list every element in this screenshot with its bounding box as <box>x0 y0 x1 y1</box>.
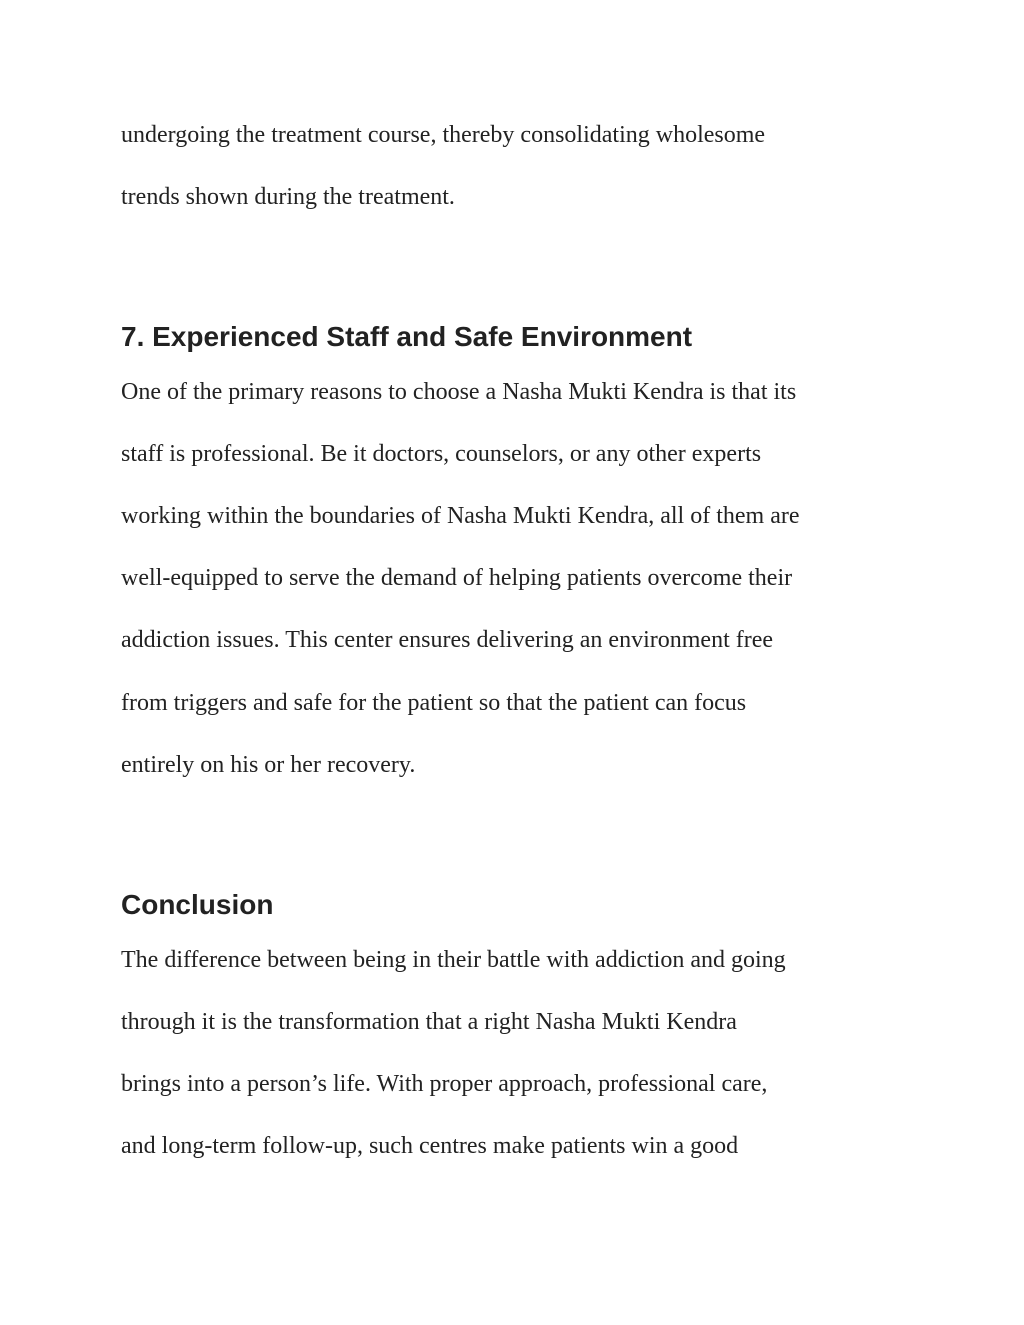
paragraph-line: trends shown during the treatment. <box>121 184 455 210</box>
paragraph-line: addiction issues. This center ensures delivering an environment free <box>121 627 774 653</box>
paragraph-line: and long-term follow-up, such centres make patients win a good <box>121 1133 739 1159</box>
paragraph-line: One of the primary reasons to choose a Nasha Mukti Kendra is that its <box>121 379 797 405</box>
section-heading-conclusion: Conclusion <box>121 889 274 920</box>
paragraph-line: through it is the transformation that a right Nasha Mukti Kendra <box>121 1009 737 1035</box>
paragraph-line: undergoing the treatment course, thereby consolidating wholesome <box>121 122 766 148</box>
paragraph-line: working within the boundaries of Nasha Mukti Kendra, all of them are <box>121 503 800 529</box>
paragraph-line: The difference between being in their battle with addiction and going <box>121 947 786 973</box>
paragraph-line: staff is professional. Be it doctors, counselors, or any other experts <box>121 441 762 467</box>
paragraph-line: from triggers and safe for the patient so that the patient can focus <box>121 690 747 716</box>
paragraph-line: brings into a person’s life. With proper approach, professional care, <box>121 1071 768 1097</box>
section-heading-experienced-staff: 7. Experienced Staff and Safe Environment <box>121 321 693 352</box>
paragraph-line: well-equipped to serve the demand of helping patients overcome their <box>121 565 793 591</box>
paragraph-line: entirely on his or her recovery. <box>121 752 416 778</box>
